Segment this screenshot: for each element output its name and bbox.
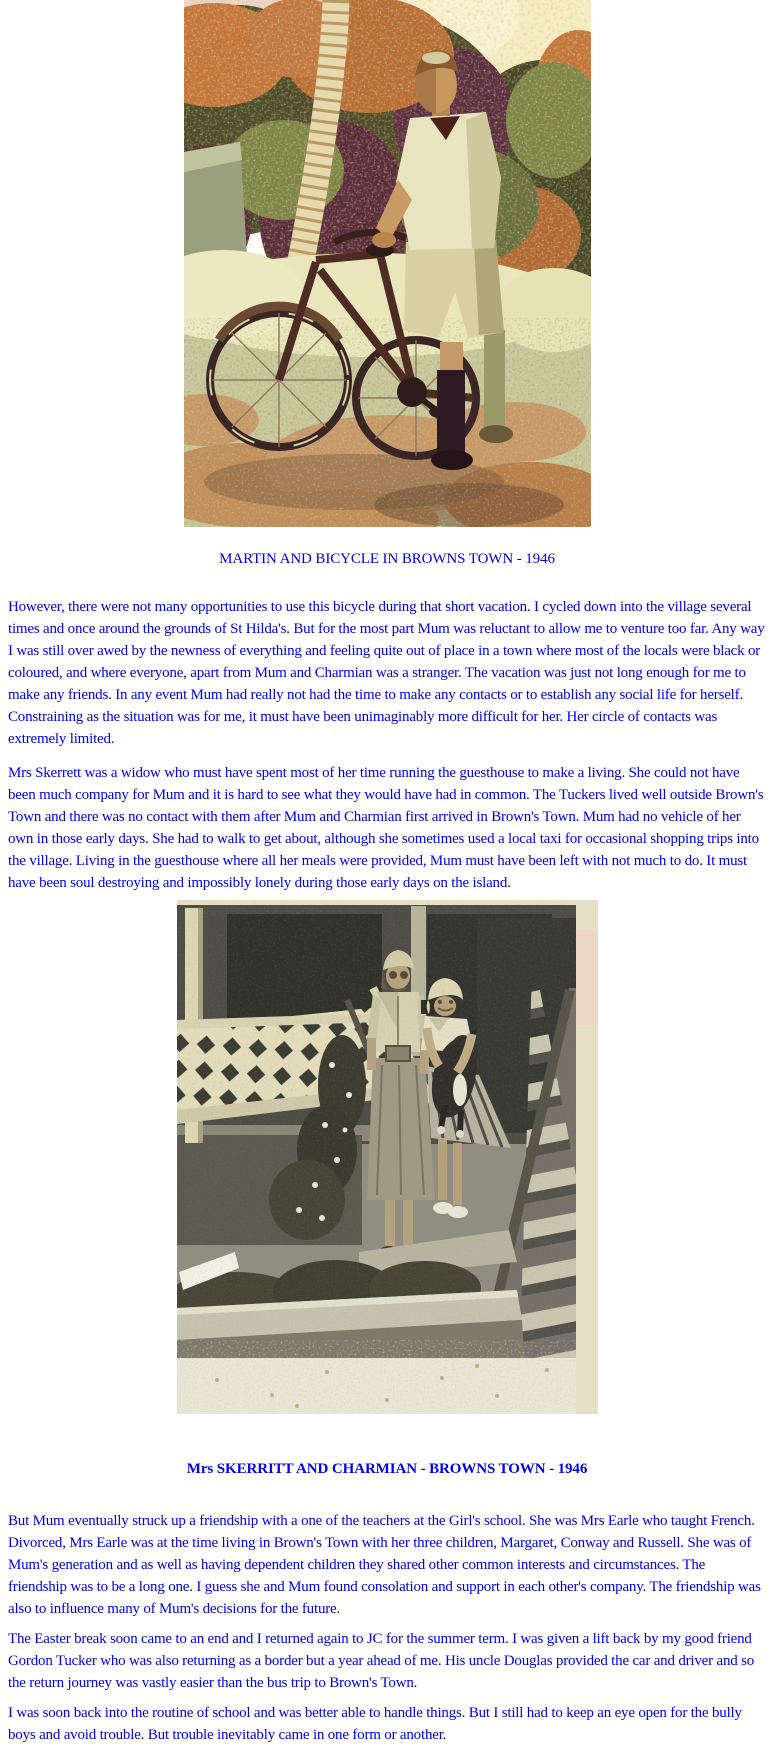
photo-mrs-skerritt-and-charmian	[177, 900, 598, 1414]
memoir-paragraph-3: But Mum eventually struck up a friendship with a one of the teachers at the Girl's school. She was Mrs Earle who taught French. Divorced, Mrs Earle was at the time living in Brown's Town with her three children, Margaret, Conway and Russell. She was of Mum's generation and as well as having dependent children they shared other common interests and circumstances. The friendship was to be a long one. I guess she and Mum found consolation and support in each other's company. The friendship was also to influence many of Mum's decisions for the future.	[8, 1513, 761, 1617]
photo-martin-and-bicycle	[184, 0, 591, 527]
mrs-skerritt-and-charmian-image	[177, 900, 598, 1414]
memoir-paragraph-4: The Easter break soon came to an end and I returned again to JC for the summer term. I was given a lift back by my good friend Gordon Tucker who was also returning as a border but a year ahead of me. His uncle Douglas provided the car and driver and so the return journey was vastly easier than the bus trip to Brown's Town.	[8, 1631, 755, 1691]
memoir-paragraph-2: Mrs Skerrett was a widow who must have spent most of her time running the guesthouse to make a living. She could not have been much company for Mum and it is hard to see what they would have had in common. The Tuckers lived well outside Brown's Town and there was no contact with them after Mum and Charmian first arrived in Brown's Town. Mum had no vehicle of her own in those early days. She had to walk to get about, although she sometimes used a local taxi for occasional shopping trips into the village. Living in the guesthouse where all her meals were provided, Mum must have been left with not much to do. It must have been soul destroying and impossibly lonely during those early days on the island.	[8, 765, 764, 891]
photo-caption-skerritt: Mrs SKERRITT AND CHARMIAN - BROWNS TOWN - 1946	[186, 1461, 588, 1477]
martin-and-bicycle-image	[184, 0, 591, 527]
memoir-paragraph-1: However, there were not many opportunities to use this bicycle during that short vacation. I cycled down into the village several times and once around the grounds of St Hilda's. But for the most part Mum was reluctant to allow me to venture too far. Any way I was still over awed by the newness of everything and feeling quite out of place in a town where most of the locals were black or coloured, and where everyone, apart from Mum and Charmian was a stranger. The vacation was just not long enough for me to make any friends. In any event Mum had really not had the time to make any contacts or to establish any social life for herself. Constraining as the situation was for me, it must have been unimaginably more difficult for her. Her circle of contacts was extremely limited.	[8, 599, 765, 747]
photo-caption-martin: MARTIN AND BICYCLE IN BROWNS TOWN - 1946	[219, 551, 555, 567]
memoir-paragraph-5: I was soon back into the routine of school and was better able to handle things. But I still had to keep an eye open for the bully boys and avoid trouble. But trouble inevitably came in one form or another.	[8, 1705, 742, 1743]
